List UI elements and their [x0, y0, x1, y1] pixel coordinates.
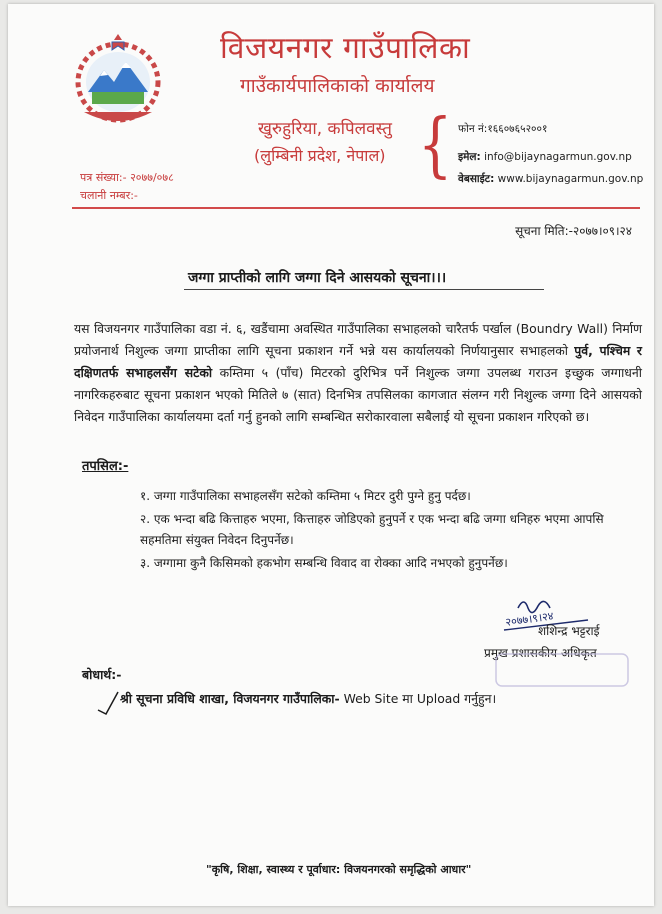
office-location: खुरुहुरिया, कपिलवस्तु	[258, 119, 392, 139]
body-text-2: कम्तिमा ५ (पाँच) मिटरको दुरिभित्र पर्ने निशुल्क जग्गा उपलब्ध गराउन इच्छुक जग्गाधनी नागरिकहरुबाट सूचना प्रकाशन भएको मितिले ७ (सात) दिनभित्र तपसिलका कागजात संलग्न गरी निशुल्क जग्गा दिने आसयको निवेदन गाउँपालिका कार्यालयमा दर्ता गर्नु हुनको लागि सम्बन्धित सरोकारवाला सबैलाई यो सूचना प्रकाशन गरिएको छ।	[74, 365, 642, 424]
notice-document	[8, 4, 654, 906]
checkmark-icon	[96, 690, 120, 716]
website-url[interactable]: www.bijaynagarmun.gov.np	[497, 173, 644, 185]
bodhartha-recipient: श्री सूचना प्रविधि शाखा, विजयनगर गाउँपालिका-	[120, 691, 340, 706]
office-stamp-icon	[492, 648, 632, 690]
signature-date: २०७७।९।२४	[504, 609, 555, 629]
notice-date: सूचना मिति:-२०७७।०९।२४	[515, 224, 632, 238]
bodhartha-label: बोधार्थ:-	[82, 667, 122, 682]
subject-underline	[184, 289, 544, 290]
email-address[interactable]: info@bijaynagarmun.gov.np	[484, 151, 632, 163]
list-item: १. जग्गा गाउँपालिका सभाहलसँग सटेको कम्तिमा ५ मिटर दुरी पुग्ने हुनु पर्दछ।	[140, 489, 471, 503]
body-bold-text: पुर्व, पश्चिम र दक्षिणतर्फ सभाहलसँग सटेको	[74, 343, 642, 380]
website-line	[458, 172, 643, 186]
signatory-role: प्रमुख प्रशासकीय अधिकृत	[484, 646, 597, 660]
email-line	[458, 150, 632, 164]
office-province: (लुम्बिनी प्रदेश, नेपाल)	[254, 146, 386, 165]
office-title: गाउँकार्यपालिकाको कार्यालय	[240, 75, 435, 97]
tapasil-list	[140, 486, 610, 576]
patra-sankhya: पत्र संख्या:- २०७७/०७८	[80, 171, 174, 184]
signatory-name: शशिन्द्र भट्टराई	[538, 624, 600, 638]
footer-slogan: "कृषि, शिक्षा, स्वास्थ्य र पूर्वाधार: विजयनगरको समृद्धिको आधार"	[206, 863, 472, 876]
website-label: वेबसाईट:	[458, 173, 495, 185]
bodhartha-recipient-line	[120, 690, 496, 707]
list-item: ३. जग्गामा कुनै किसिमको हकभोग सम्बन्धि विवाद वा रोक्का आदि नभएको हुनुपर्नेछ।	[140, 556, 508, 570]
notice-subject: जग्गा प्राप्तीको लागि जग्गा दिने आसयको सूचना।।।	[188, 270, 447, 286]
phone-number: फोन नं:१६६०७६५२००१	[458, 123, 548, 135]
notice-body	[74, 318, 642, 428]
brace-divider: {	[418, 103, 453, 186]
municipality-title: विजयनगर गाउँपालिका	[220, 31, 471, 66]
list-item: २. एक भन्दा बढि कित्ताहरु भएमा, कित्ताहरु जोडिएको हुनुपर्ने र एक भन्दा बढि जग्गा धनिहरु भएमा आपसि सहमतिमा संयुक्त निवेदन दिनुपर्नेछ।	[140, 512, 604, 547]
tapasil-heading: तपसिल:-	[82, 459, 129, 474]
email-label: इमेल:	[458, 151, 481, 163]
chalani-number: चलानी नम्बर:-	[80, 189, 138, 202]
body-text-1: यस विजयनगर गाउँपालिका वडा नं. ६, खडैंचामा अवस्थित गाउँपालिका सभाहलको चारैतर्फ पर्खाल (Boundry Wall) निर्माण प्रयोजनार्थ निशुल्क जग्गा प्राप्तीका लागि सूचना प्रकाशन गर्ने भन्ने यस कार्यालयको निर्णयानुसार सभाहलको	[74, 321, 642, 358]
header-divider	[72, 207, 640, 209]
bodhartha-instruction: Web Site मा Upload गर्नुहुन।	[339, 691, 497, 706]
nepal-emblem-icon	[70, 30, 166, 126]
